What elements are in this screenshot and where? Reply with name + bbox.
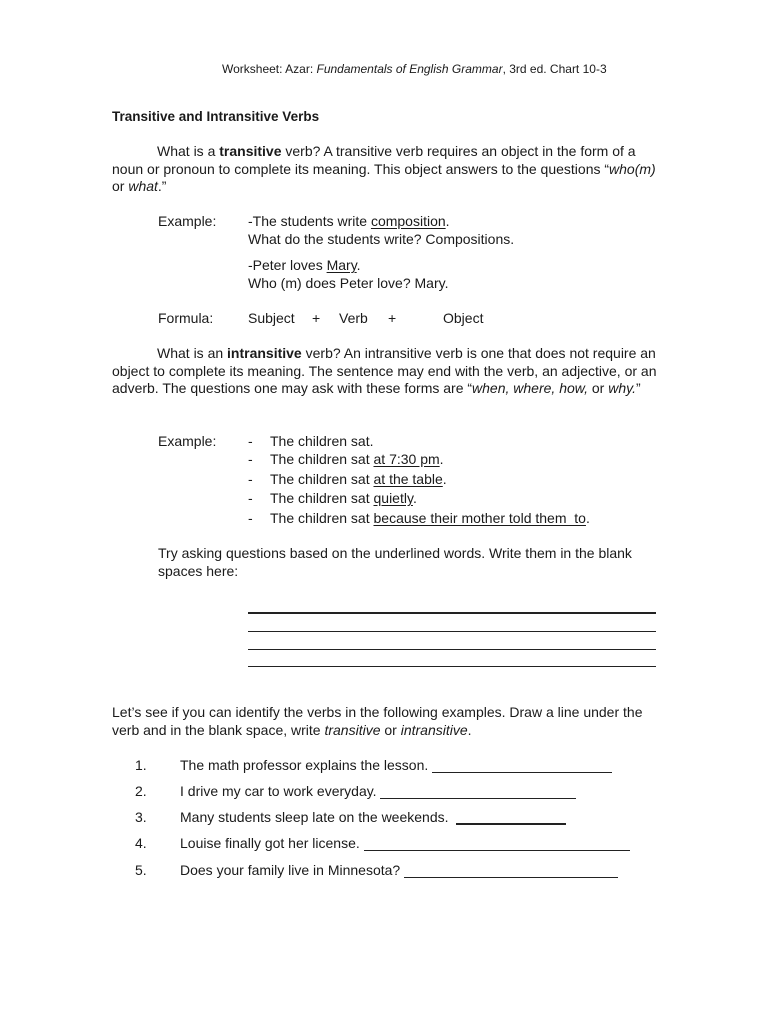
answer-line[interactable] <box>248 631 656 632</box>
exercise-sentence: Many students sleep late on the weekends. <box>180 809 566 825</box>
exercise-answer-blank[interactable] <box>456 809 566 825</box>
intransitive-example-dash: - <box>248 490 253 506</box>
exercise-number: 1. <box>135 757 147 773</box>
page-title: Transitive and Intransitive Verbs <box>112 109 320 124</box>
exercise-number: 2. <box>135 783 147 799</box>
intransitive-example: The children sat. <box>270 433 374 449</box>
identify-instructions: Let’s see if you can identify the verbs in the following examples. Draw a line under the verb and in the blank space, write transitive or intransitive. <box>112 704 643 738</box>
exercise-answer-blank[interactable] <box>364 836 630 851</box>
formula-verb: Verb <box>339 310 368 326</box>
exercise-sentence: Louise finally got her license. <box>180 835 630 851</box>
worksheet-header <box>222 62 607 76</box>
intransitive-definition: What is an intransitive verb? An intransitive verb is one that does not require an object to complete its meaning. The sentence may end with the verb, an adjective, or an adverb. The questions one may ask with these forms are “when, where, how, or why.” <box>112 345 657 396</box>
intransitive-example: The children sat at 7:30 pm. <box>270 451 444 467</box>
exercise-number: 4. <box>135 835 147 851</box>
exercise-number: 3. <box>135 809 147 825</box>
formula-label: Formula: <box>158 310 214 326</box>
intransitive-example: The children sat quietly. <box>270 490 417 506</box>
exercise-number: 5. <box>135 862 147 878</box>
exercise-answer-blank[interactable] <box>432 758 612 773</box>
header-suffix: , 3rd ed. Chart 10-3 <box>502 62 607 76</box>
intransitive-example-dash: - <box>248 510 253 526</box>
intransitive-example-dash: - <box>248 433 253 449</box>
formula-subject: Subject <box>248 310 295 326</box>
exercise-answer-blank[interactable] <box>380 784 576 799</box>
intransitive-example-dash: - <box>248 451 253 467</box>
transitive-example-1-question: What do the students write? Compositions. <box>248 231 515 247</box>
exercise-sentence: The math professor explains the lesson. <box>180 757 612 773</box>
answer-line[interactable] <box>248 649 656 650</box>
transitive-example-1: -The students write composition. <box>248 213 450 229</box>
header-prefix: Worksheet: Azar: <box>222 62 317 76</box>
exercise-answer-blank[interactable] <box>404 863 618 878</box>
transitive-definition: What is a transitive verb? A transitive verb requires an object in the form of a noun or pronoun to complete its meaning. This object answers to the questions “who(m) or what.” <box>112 143 656 194</box>
intransitive-example-dash: - <box>248 471 253 487</box>
transitive-example-2-question: Who (m) does Peter love? Mary. <box>248 275 449 291</box>
intransitive-example: The children sat at the table. <box>270 471 447 487</box>
exercise-sentence: Does your family live in Minnesota? <box>180 862 618 878</box>
formula-plus-1: + <box>312 310 321 326</box>
intransitive-example: The children sat because their mother told them to. <box>270 510 590 526</box>
try-asking-instructions: Try asking questions based on the underlined words. Write them in the blank spaces here: <box>158 545 632 579</box>
formula-plus-2: + <box>388 310 397 326</box>
formula-object: Object <box>443 310 484 326</box>
header-book-title: Fundamentals of English Grammar <box>316 62 503 76</box>
answer-line[interactable] <box>248 612 656 614</box>
transitive-example-2: -Peter loves Mary. <box>248 257 361 273</box>
answer-line[interactable] <box>248 666 656 667</box>
intransitive-example-label: Example: <box>158 433 217 449</box>
transitive-example-label: Example: <box>158 213 217 229</box>
exercise-sentence: I drive my car to work everyday. <box>180 783 576 799</box>
